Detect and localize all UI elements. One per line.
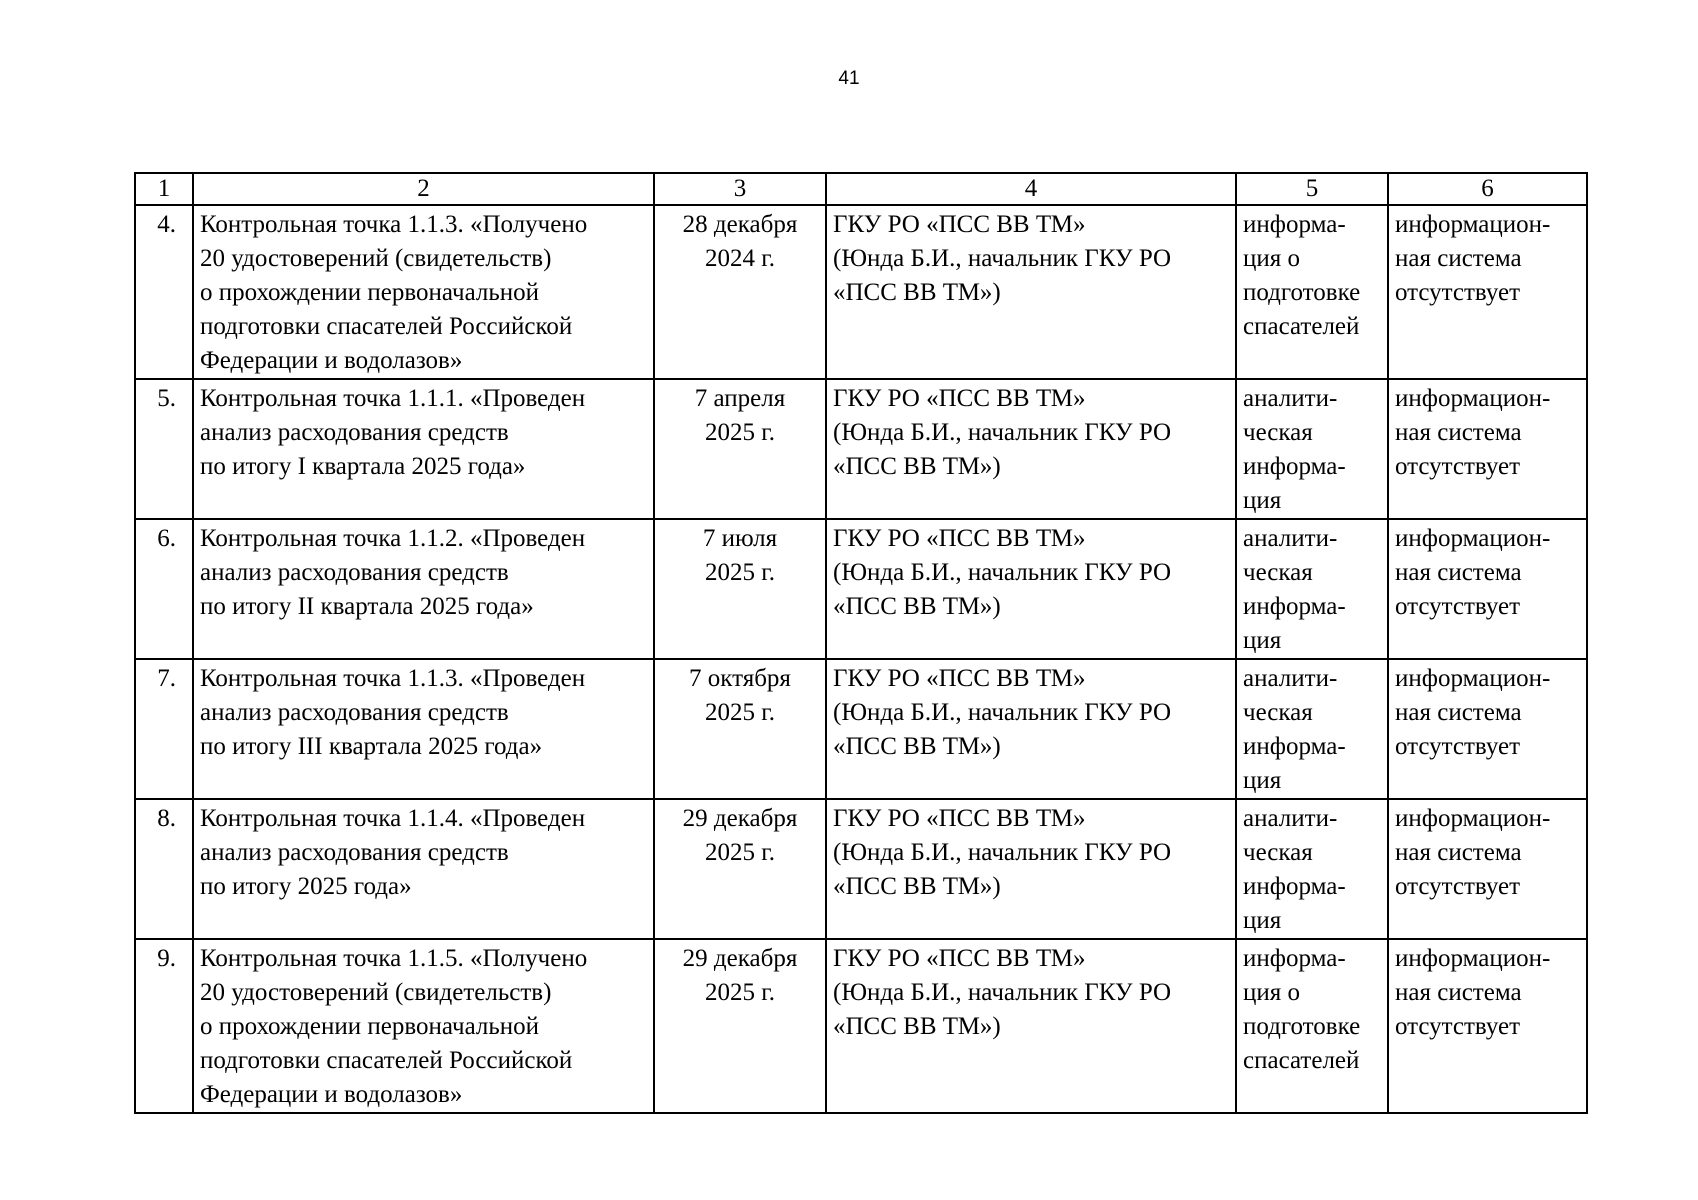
document-type-line: ческая: [1243, 559, 1313, 586]
responsible-party-line: «ПСС ВВ ТМ»): [833, 279, 1001, 306]
row-number-cell: 5.: [135, 379, 193, 519]
document-type-line: ческая: [1243, 699, 1313, 726]
information-system-line: информацион-: [1395, 525, 1551, 552]
column-header-6: 6: [1388, 173, 1587, 205]
information-system-line: информацион-: [1395, 211, 1551, 238]
document-type-line: ция: [1243, 627, 1282, 654]
information-system-line: отсутствует: [1395, 873, 1521, 900]
responsible-party-line: «ПСС ВВ ТМ»): [833, 873, 1001, 900]
control-point-description-line: Контрольная точка 1.1.1. «Проведен: [200, 385, 586, 412]
information-system-cell: [1388, 939, 1587, 1113]
due-date-line: 2024 г.: [705, 245, 775, 272]
control-point-description-line: о прохождении первоначальной: [200, 279, 540, 306]
row-number-cell: 4.: [135, 205, 193, 379]
responsible-party-cell: [826, 939, 1236, 1113]
column-header-3: 3: [654, 173, 826, 205]
due-date-cell: [654, 205, 826, 379]
column-header-1: 1: [135, 173, 193, 205]
document-type-line: ческая: [1243, 419, 1313, 446]
information-system-line: ная система: [1395, 839, 1522, 866]
control-point-description-line: анализ расходования средств: [200, 699, 509, 726]
responsible-party-cell: [826, 659, 1236, 799]
control-point-description-line: подготовки спасателей Российской: [200, 313, 573, 340]
information-system-line: ная система: [1395, 699, 1522, 726]
column-header-5: 5: [1236, 173, 1388, 205]
responsible-party-cell: [826, 799, 1236, 939]
due-date-line: 29 декабря: [682, 805, 798, 832]
control-point-description-cell: [193, 379, 654, 519]
information-system-line: отсутствует: [1395, 279, 1521, 306]
responsible-party-line: ГКУ РО «ПСС ВВ ТМ»: [833, 945, 1086, 972]
document-type-line: информа-: [1243, 733, 1346, 760]
control-point-description-line: Контрольная точка 1.1.4. «Проведен: [200, 805, 586, 832]
responsible-party-line: «ПСС ВВ ТМ»): [833, 733, 1001, 760]
due-date-cell: [654, 519, 826, 659]
information-system-cell: [1388, 519, 1587, 659]
document-type-line: информа-: [1243, 453, 1346, 480]
responsible-party-line: (Юнда Б.И., начальник ГКУ РО: [833, 559, 1172, 586]
column-header-2: 2: [193, 173, 654, 205]
due-date-line: 7 июля: [702, 525, 778, 552]
information-system-line: ная система: [1395, 979, 1522, 1006]
document-type-line: ческая: [1243, 839, 1313, 866]
control-point-description-line: Федерации и водолазов»: [200, 347, 463, 374]
responsible-party-line: (Юнда Б.И., начальник ГКУ РО: [833, 979, 1172, 1006]
responsible-party-line: (Юнда Б.И., начальник ГКУ РО: [833, 699, 1172, 726]
control-point-description-line: по итогу III квартала 2025 года»: [200, 733, 543, 760]
document-type-line: информа-: [1243, 873, 1346, 900]
responsible-party-line: (Юнда Б.И., начальник ГКУ РО: [833, 245, 1172, 272]
responsible-party-line: (Юнда Б.И., начальник ГКУ РО: [833, 419, 1172, 446]
control-point-description-line: анализ расходования средств: [200, 839, 509, 866]
document-type-line: подготовке: [1243, 279, 1361, 306]
table-row: [135, 799, 1587, 939]
responsible-party-cell: [826, 379, 1236, 519]
control-point-description-line: о прохождении первоначальной: [200, 1013, 540, 1040]
responsible-party-line: ГКУ РО «ПСС ВВ ТМ»: [833, 525, 1086, 552]
information-system-line: ная система: [1395, 419, 1522, 446]
due-date-line: 7 октября: [689, 665, 791, 692]
document-type-line: ция о: [1243, 979, 1301, 1006]
document-type-line: ция: [1243, 907, 1282, 934]
due-date-cell: [654, 799, 826, 939]
document-type-line: аналити-: [1243, 525, 1338, 552]
due-date-line: 28 декабря: [682, 211, 798, 238]
control-point-description-cell: [193, 519, 654, 659]
page-number: 41: [838, 68, 860, 89]
document-type-line: аналити-: [1243, 805, 1338, 832]
due-date-line: 2025 г.: [705, 419, 775, 446]
information-system-line: информацион-: [1395, 805, 1551, 832]
control-point-description-cell: [193, 799, 654, 939]
table-row: [135, 939, 1587, 1113]
control-point-description-line: Контрольная точка 1.1.2. «Проведен: [200, 525, 586, 552]
document-type-line: ция: [1243, 487, 1282, 514]
information-system-line: отсутствует: [1395, 593, 1521, 620]
row-number-cell: 6.: [135, 519, 193, 659]
control-point-description-line: 20 удостоверений (свидетельств): [200, 979, 552, 1006]
document-type-line: информа-: [1243, 593, 1346, 620]
document-type-line: аналити-: [1243, 385, 1338, 412]
document-type-line: подготовке: [1243, 1013, 1361, 1040]
responsible-party-line: ГКУ РО «ПСС ВВ ТМ»: [833, 211, 1086, 238]
table-row: [135, 659, 1587, 799]
document-type-line: ция: [1243, 767, 1282, 794]
information-system-line: информацион-: [1395, 945, 1551, 972]
table-row: [135, 379, 1587, 519]
responsible-party-line: ГКУ РО «ПСС ВВ ТМ»: [833, 805, 1086, 832]
due-date-cell: [654, 939, 826, 1113]
document-type-cell: [1236, 939, 1388, 1113]
document-type-line: информа-: [1243, 945, 1346, 972]
information-system-line: ная система: [1395, 245, 1522, 272]
information-system-line: отсутствует: [1395, 733, 1521, 760]
due-date-line: 2025 г.: [705, 979, 775, 1006]
responsible-party-line: «ПСС ВВ ТМ»): [833, 453, 1001, 480]
due-date-line: 7 апреля: [694, 385, 786, 412]
table-header-row: [135, 173, 1587, 205]
due-date-cell: [654, 659, 826, 799]
document-type-cell: [1236, 799, 1388, 939]
information-system-line: отсутствует: [1395, 453, 1521, 480]
control-point-description-line: Контрольная точка 1.1.3. «Проведен: [200, 665, 586, 692]
control-point-description-line: Контрольная точка 1.1.3. «Получено: [200, 211, 588, 238]
control-point-description-line: подготовки спасателей Российской: [200, 1047, 573, 1074]
information-system-line: информацион-: [1395, 665, 1551, 692]
responsible-party-cell: [826, 519, 1236, 659]
control-point-description-line: 20 удостоверений (свидетельств): [200, 245, 552, 272]
responsible-party-line: ГКУ РО «ПСС ВВ ТМ»: [833, 665, 1086, 692]
responsible-party-line: «ПСС ВВ ТМ»): [833, 593, 1001, 620]
document-type-line: информа-: [1243, 211, 1346, 238]
due-date-line: 2025 г.: [705, 559, 775, 586]
control-point-description-line: анализ расходования средств: [200, 559, 509, 586]
control-point-description-line: по итогу 2025 года»: [200, 873, 412, 900]
control-point-description-line: Контрольная точка 1.1.5. «Получено: [200, 945, 588, 972]
control-point-description-line: по итогу I квартала 2025 года»: [200, 453, 526, 480]
information-system-cell: [1388, 379, 1587, 519]
document-type-line: спасателей: [1243, 1047, 1360, 1074]
information-system-cell: [1388, 659, 1587, 799]
information-system-cell: [1388, 799, 1587, 939]
row-number-cell: 8.: [135, 799, 193, 939]
document-type-line: аналити-: [1243, 665, 1338, 692]
document-type-line: ция о: [1243, 245, 1301, 272]
due-date-line: 2025 г.: [705, 839, 775, 866]
responsible-party-cell: [826, 205, 1236, 379]
responsible-party-line: «ПСС ВВ ТМ»): [833, 1013, 1001, 1040]
document-type-line: спасателей: [1243, 313, 1360, 340]
document-type-cell: [1236, 379, 1388, 519]
control-point-description-line: по итогу II квартала 2025 года»: [200, 593, 534, 620]
responsible-party-line: (Юнда Б.И., начальник ГКУ РО: [833, 839, 1172, 866]
table-row: [135, 519, 1587, 659]
control-point-description-cell: [193, 939, 654, 1113]
responsible-party-line: ГКУ РО «ПСС ВВ ТМ»: [833, 385, 1086, 412]
information-system-line: информацион-: [1395, 385, 1551, 412]
information-system-line: отсутствует: [1395, 1013, 1521, 1040]
information-system-cell: [1388, 205, 1587, 379]
due-date-line: 2025 г.: [705, 699, 775, 726]
due-date-line: 29 декабря: [682, 945, 798, 972]
control-point-description-cell: [193, 659, 654, 799]
document-type-cell: [1236, 659, 1388, 799]
due-date-cell: [654, 379, 826, 519]
row-number-cell: 7.: [135, 659, 193, 799]
information-system-line: ная система: [1395, 559, 1522, 586]
document-type-cell: [1236, 205, 1388, 379]
row-number-cell: 9.: [135, 939, 193, 1113]
column-header-4: 4: [826, 173, 1236, 205]
table-row: [135, 205, 1587, 379]
control-point-description-line: анализ расходования средств: [200, 419, 509, 446]
document-type-cell: [1236, 519, 1388, 659]
control-point-description-cell: [193, 205, 654, 379]
control-point-description-line: Федерации и водолазов»: [200, 1081, 463, 1108]
control-points-table: [134, 172, 1588, 1114]
